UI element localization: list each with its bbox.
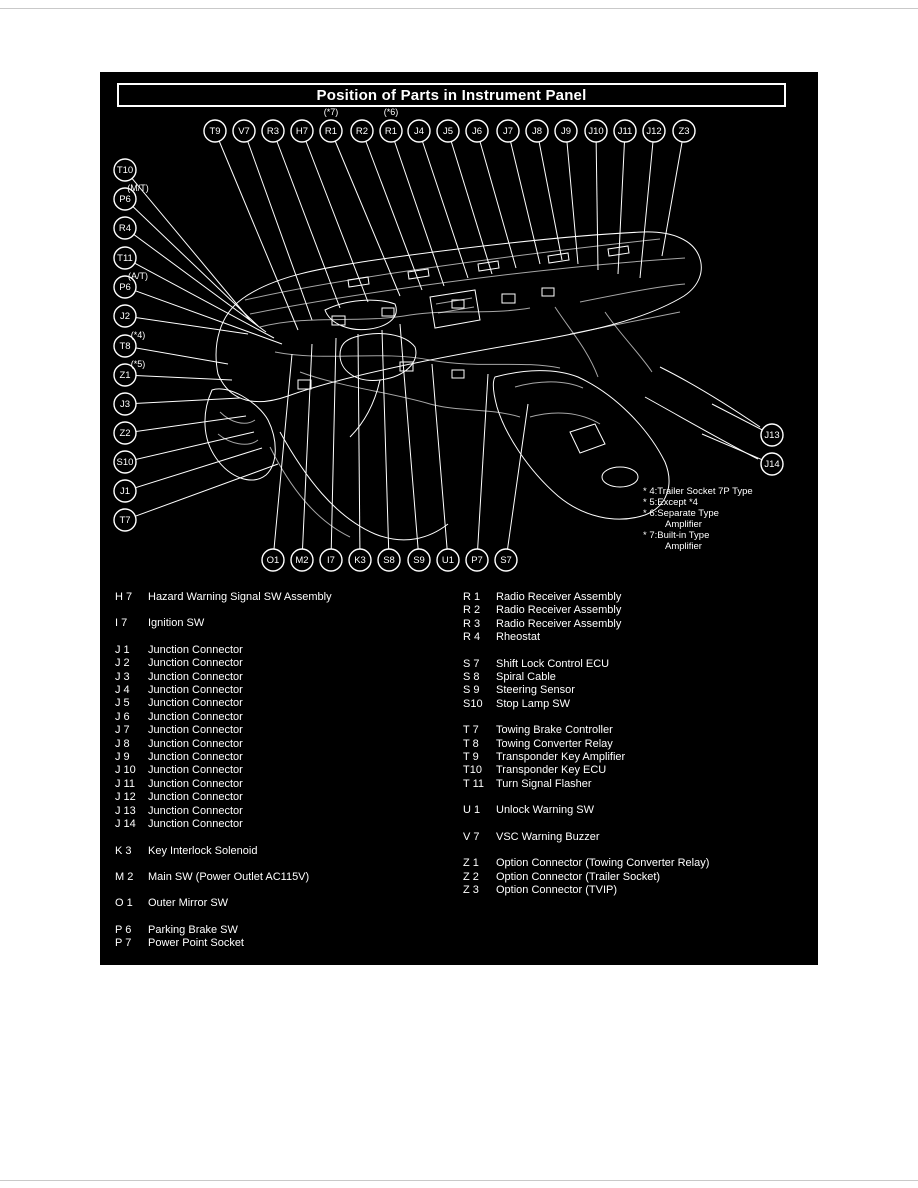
leader-line-j12 <box>640 131 654 278</box>
legend-code: J 8 <box>115 737 130 750</box>
callout-v7 <box>233 120 255 142</box>
art-stroke <box>515 382 583 388</box>
legend-desc: Junction Connector <box>148 710 243 723</box>
legend-item-v7 <box>463 831 815 844</box>
legend-item-j2 <box>115 657 459 670</box>
legend-item-j3 <box>115 671 459 684</box>
art-stroke <box>216 232 701 402</box>
callout-note: (M/T) <box>127 183 149 193</box>
legend-item-t8 <box>463 738 815 751</box>
legend-item-s8 <box>463 671 815 684</box>
legend-code: T 7 <box>463 724 479 737</box>
diagram-title: Position of Parts in Instrument Panel <box>316 86 587 104</box>
legend-code: I 7 <box>115 617 128 630</box>
legend-desc: Junction Connector <box>148 777 243 790</box>
legend-desc: Outer Mirror SW <box>148 897 229 910</box>
art-stroke <box>542 288 554 296</box>
legend-code: P 7 <box>115 937 132 950</box>
art-stroke <box>382 308 394 316</box>
callout-label: S10 <box>116 457 134 469</box>
leader-line-s9 <box>400 324 419 560</box>
legend-desc: Radio Receiver Assembly <box>496 617 622 630</box>
legend-code: J 5 <box>115 697 130 710</box>
legend-desc: Power Point Socket <box>148 937 244 950</box>
callout-r3 <box>262 120 284 142</box>
legend-code: T 11 <box>463 777 484 790</box>
legend-desc: Radio Receiver Assembly <box>496 591 622 603</box>
leader-line-j3 <box>125 398 240 404</box>
callout-note: (*5) <box>130 359 146 369</box>
callout-label: T8 <box>119 341 131 353</box>
callout-o1 <box>262 549 284 571</box>
legend-desc: Unlock Warning SW <box>496 804 595 817</box>
legend-code: P 6 <box>115 923 132 936</box>
leader-line-r2 <box>362 131 422 290</box>
callout-label: J8 <box>531 126 543 138</box>
legend-code: J 9 <box>115 751 130 764</box>
legend-code: J 14 <box>115 818 136 831</box>
legend-code: R 3 <box>463 617 481 630</box>
legend-code: R 2 <box>463 604 481 617</box>
callout-label: J14 <box>764 459 780 471</box>
legend-item-r1 <box>463 591 815 604</box>
callout-j13 <box>761 424 783 446</box>
leader-line-z2 <box>125 416 246 433</box>
callout-label: J9 <box>560 126 572 138</box>
legend-desc: Spiral Cable <box>496 671 556 684</box>
callout-u1 <box>437 549 459 571</box>
leader-line-j10 <box>596 131 598 270</box>
legend-item-u1 <box>463 804 815 817</box>
leader-line-j9 <box>566 131 578 264</box>
legend-desc: Option Connector (Trailer Socket) <box>496 870 661 883</box>
callout-label: P6 <box>119 194 131 206</box>
callout-t11 <box>114 247 136 269</box>
page-edge-line-top <box>0 8 918 9</box>
callout-label: R3 <box>266 126 280 138</box>
callout-h7 <box>291 120 313 142</box>
callout-note: (*7) <box>323 107 339 117</box>
legend-item-p7 <box>115 937 459 950</box>
legend-desc: Junction Connector <box>148 818 243 831</box>
callout-label: R2 <box>355 126 369 138</box>
callout-z1 <box>114 359 145 386</box>
legend-code: S 8 <box>463 671 480 684</box>
art-stroke <box>570 312 680 334</box>
legend-code: R 1 <box>463 591 481 603</box>
legend-code: R 4 <box>463 631 481 644</box>
callout-label: R1 <box>384 126 398 138</box>
callout-label: P6 <box>119 282 131 294</box>
art-stroke <box>548 253 569 263</box>
legend-item-j12 <box>115 791 459 804</box>
legend-desc: Junction Connector <box>148 791 243 804</box>
legend-code: J 13 <box>115 804 136 817</box>
callout-label: J4 <box>413 126 425 138</box>
leader-line-j11 <box>618 131 625 274</box>
legend-code: T 8 <box>463 737 479 750</box>
legend-item-t9 <box>463 751 815 764</box>
callout-r2 <box>351 120 373 142</box>
legend-item-j10 <box>115 764 459 777</box>
callout-label: J13 <box>764 430 780 442</box>
leader-line-p6 <box>125 287 282 344</box>
legend-code: S10 <box>463 697 483 710</box>
callout-t10 <box>114 159 136 181</box>
legend-code: S 9 <box>463 684 480 697</box>
legend-code: J 6 <box>115 710 130 723</box>
legend-item-t11 <box>463 778 815 791</box>
legend-desc: Turn Signal Flasher <box>496 777 592 790</box>
leader-line-j1 <box>125 448 262 491</box>
art-stroke <box>275 352 560 368</box>
legend-desc: VSC Warning Buzzer <box>496 830 600 843</box>
callout-label: T9 <box>209 126 221 138</box>
leader-line-j5 <box>448 131 492 274</box>
legend-code: Z 1 <box>463 857 479 870</box>
art-stroke <box>570 424 605 453</box>
legend-code: J 7 <box>115 724 130 737</box>
legend-item-r3 <box>463 618 815 631</box>
footnote-line: Amplifier <box>665 519 702 530</box>
legend-item-j9 <box>115 751 459 764</box>
callout-j10 <box>585 120 607 142</box>
callout-j5 <box>437 120 459 142</box>
leader-line-s7 <box>506 404 528 560</box>
leader-line-j6 <box>477 131 516 268</box>
legend-code: H 7 <box>115 591 133 603</box>
legend-desc: Junction Connector <box>148 737 243 750</box>
legend-desc: Main SW (Power Outlet AC115V) <box>148 870 310 883</box>
callout-label: T10 <box>116 165 134 177</box>
legend-desc: Junction Connector <box>148 657 243 670</box>
legend-desc: Option Connector (TVIP) <box>496 883 618 896</box>
leader-line-s8 <box>382 330 389 560</box>
legend-desc: Option Connector (Towing Converter Relay) <box>496 857 710 870</box>
callout-label: S7 <box>500 555 512 567</box>
callout-label: S9 <box>413 555 425 567</box>
art-stroke <box>350 380 380 437</box>
legend-item-s7 <box>463 658 815 671</box>
legend-code: T 9 <box>463 751 479 764</box>
callout-s7 <box>495 549 517 571</box>
leader-line-z3 <box>662 131 684 256</box>
legend-code: J 12 <box>115 791 136 804</box>
legend-code: Z 2 <box>463 870 479 883</box>
callout-m2 <box>291 549 313 571</box>
leader-line-r1 <box>391 131 444 286</box>
callout-label: Z1 <box>119 370 131 382</box>
legend-desc: Junction Connector <box>148 684 243 697</box>
callout-label: K3 <box>354 555 366 567</box>
legend-code: J 1 <box>115 643 130 656</box>
footnote-line: * 6:Separate Type <box>643 508 719 519</box>
callout-k3 <box>349 549 371 571</box>
callout-j1 <box>114 480 136 502</box>
art-stroke <box>555 307 598 377</box>
callout-label: Z2 <box>119 428 131 440</box>
art-stroke <box>205 389 275 480</box>
legend-desc: Towing Brake Controller <box>496 724 613 737</box>
callout-label: T11 <box>117 253 133 265</box>
legend-code: T10 <box>463 764 482 777</box>
callout-r1 <box>380 107 402 142</box>
footnote-line: * 4:Trailer Socket 7P Type <box>643 486 753 497</box>
leader-line-t9 <box>215 131 298 330</box>
callout-label: O1 <box>266 555 280 567</box>
legend-item-s10 <box>463 698 815 711</box>
callout-j9 <box>555 120 577 142</box>
callout-i7 <box>320 549 342 571</box>
legend-desc: Junction Connector <box>148 697 243 710</box>
callout-label: J1 <box>119 486 131 498</box>
art-stroke <box>332 316 345 325</box>
leader-line-h7 <box>302 131 368 302</box>
legend-code: U 1 <box>463 804 481 817</box>
callout-label: J11 <box>617 126 633 138</box>
art-stroke <box>436 298 472 304</box>
footnotes <box>643 486 753 552</box>
art-stroke <box>430 290 480 328</box>
legend-item-t7 <box>463 724 815 737</box>
callout-s10 <box>114 451 136 473</box>
legend-item-z1 <box>463 857 815 870</box>
callout-j14 <box>761 453 783 475</box>
legend-item-i7 <box>115 617 459 630</box>
callout-j12 <box>643 120 665 142</box>
callout-label: S8 <box>383 555 395 567</box>
callout-j2 <box>114 305 136 327</box>
diagram-panel <box>100 72 818 965</box>
legend-item-j7 <box>115 724 459 737</box>
legend-code: J 11 <box>115 777 135 790</box>
callout-s9 <box>408 549 430 571</box>
callout-j3 <box>114 393 136 415</box>
legend-code: J 10 <box>115 764 136 777</box>
legend-item-j8 <box>115 738 459 751</box>
callout-p6 <box>114 183 149 210</box>
legend-item-t10 <box>463 764 815 777</box>
leader-line-j4 <box>419 131 468 278</box>
legend-desc: Transponder Key Amplifier <box>496 751 626 764</box>
callout-label: H7 <box>295 126 309 138</box>
leader-line-s10 <box>125 432 254 462</box>
art-stroke <box>660 367 760 427</box>
legend-code: S 7 <box>463 657 480 670</box>
legend-item-z2 <box>463 871 815 884</box>
legend-desc: Key Interlock Solenoid <box>148 844 258 857</box>
legend-item-r4 <box>463 631 815 644</box>
leader-line-j8 <box>537 131 562 260</box>
art-stroke <box>645 397 758 459</box>
callout-j4 <box>408 120 430 142</box>
footnote-line: * 7:Built-in Type <box>643 530 710 541</box>
legend-desc: Junction Connector <box>148 751 243 764</box>
legend-desc: Junction Connector <box>148 670 243 683</box>
callout-label: M2 <box>295 555 309 567</box>
legend-item-p6 <box>115 924 459 937</box>
legend-desc: Ignition SW <box>148 617 205 630</box>
legend-desc: Radio Receiver Assembly <box>496 604 622 617</box>
legend-code: Z 3 <box>463 883 479 896</box>
callout-note: (*6) <box>383 107 399 117</box>
callout-label: P7 <box>471 555 483 567</box>
legend-item-j1 <box>115 644 459 657</box>
legend-item-z3 <box>463 884 815 897</box>
legend-item-k3 <box>115 845 459 858</box>
callout-j6 <box>466 120 488 142</box>
callout-label: J7 <box>502 126 514 138</box>
callout-label: V7 <box>238 126 250 138</box>
legend-code: K 3 <box>115 844 132 857</box>
callout-label: J3 <box>119 399 131 411</box>
callout-z3 <box>673 120 695 142</box>
legend-code: J 2 <box>115 657 130 670</box>
callout-r1 <box>320 107 342 142</box>
leader-line-z1 <box>125 375 232 380</box>
legend-desc: Hazard Warning Signal SW Assembly <box>148 591 332 603</box>
art-stroke <box>298 380 311 389</box>
legend-desc: Junction Connector <box>148 804 243 817</box>
callout-t9 <box>204 120 226 142</box>
callout-t7 <box>114 509 136 531</box>
callout-note: (A/T) <box>128 271 148 281</box>
legend-desc: Steering Sensor <box>496 684 575 697</box>
callout-j7 <box>497 120 519 142</box>
callout-r4 <box>114 217 136 239</box>
legend-code: J 4 <box>115 684 130 697</box>
art-stroke <box>580 284 685 302</box>
callout-label: J6 <box>471 126 483 138</box>
leader-line-j7 <box>508 131 540 264</box>
callout-p7 <box>466 549 488 571</box>
legend-desc: Shift Lock Control ECU <box>496 657 610 670</box>
legend-desc: Rheostat <box>496 631 541 644</box>
art-stroke <box>502 294 515 303</box>
art-stroke <box>530 413 600 424</box>
legend-desc: Stop Lamp SW <box>496 697 570 710</box>
legend-item-j5 <box>115 697 459 710</box>
legend-code: O 1 <box>115 897 133 910</box>
legend-item-m2 <box>115 871 459 884</box>
callout-label: J5 <box>442 126 454 138</box>
legend-item-o1 <box>115 897 459 910</box>
footnote-line: * 5:Except *4 <box>643 497 698 508</box>
callout-label: J10 <box>588 126 604 138</box>
callout-j8 <box>526 120 548 142</box>
callout-label: U1 <box>441 555 455 567</box>
callout-label: T7 <box>119 515 131 527</box>
legend-item-h7 <box>115 591 459 604</box>
art-stroke <box>260 308 530 327</box>
leader-line-m2 <box>302 344 312 560</box>
leader-line-o1 <box>273 354 292 560</box>
leader-line-p7 <box>477 374 488 560</box>
callout-label: R4 <box>118 223 132 235</box>
art-stroke <box>452 370 464 378</box>
callout-s8 <box>378 549 400 571</box>
callout-j11 <box>614 120 636 142</box>
legend-desc: Towing Converter Relay <box>496 737 613 750</box>
art-stroke <box>602 467 638 487</box>
leader-line-u1 <box>432 364 448 560</box>
legend-desc: Junction Connector <box>148 724 243 737</box>
legend-item-r2 <box>463 604 815 617</box>
art-stroke <box>605 312 652 372</box>
legend-code: M 2 <box>115 870 134 883</box>
legend-code: V 7 <box>463 830 480 843</box>
legend-desc: Transponder Key ECU <box>496 764 607 777</box>
legend-item-j6 <box>115 711 459 724</box>
leader-line-r3 <box>273 131 340 308</box>
legend-item-j14 <box>115 818 459 831</box>
legend-item-j11 <box>115 778 459 791</box>
footnote-line: Amplifier <box>665 541 702 552</box>
callout-note: (*4) <box>130 330 146 340</box>
legend-item-j4 <box>115 684 459 697</box>
legend-item-j13 <box>115 805 459 818</box>
legend-desc: Junction Connector <box>148 764 243 777</box>
callout-label: Z3 <box>678 126 690 138</box>
callout-label: J2 <box>119 311 131 323</box>
legend-desc: Junction Connector <box>148 643 243 656</box>
callout-label: J12 <box>646 126 662 138</box>
page-edge-line-bottom <box>0 1180 918 1181</box>
legend-desc: Parking Brake SW <box>148 923 238 936</box>
callout-t8 <box>114 330 145 357</box>
leader-line-r1 <box>331 131 400 296</box>
callout-label: I7 <box>327 555 335 567</box>
legend-item-s9 <box>463 684 815 697</box>
legend-right-column <box>463 591 815 897</box>
callout-label: R1 <box>324 126 338 138</box>
leader-line-t7 <box>125 464 278 520</box>
legend-code: J 3 <box>115 670 130 683</box>
callout-z2 <box>114 422 136 444</box>
legend-left-column <box>115 591 459 951</box>
leader-line-p6 <box>125 199 258 326</box>
